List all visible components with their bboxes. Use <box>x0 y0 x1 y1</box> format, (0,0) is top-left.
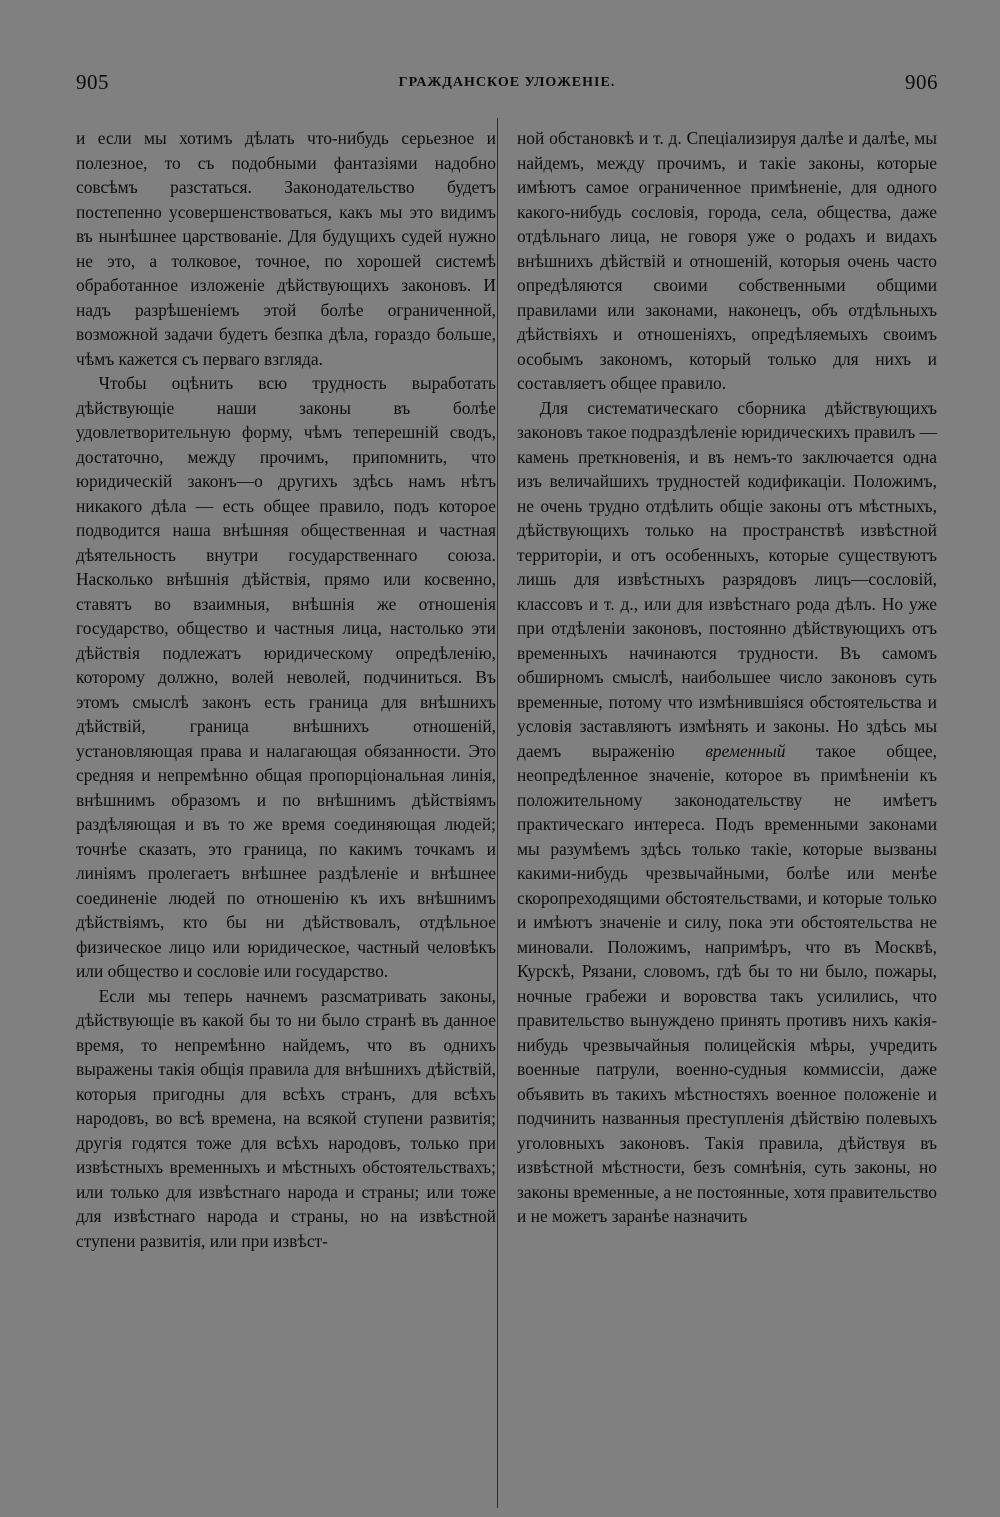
right-page-number: 906 <box>905 70 938 94</box>
column-divider <box>497 118 498 1508</box>
paragraph: и если мы хотимъ дѣлать что-нибудь серьезное и полезное, то съ подобными фантазіями надобно совсѣмъ разстаться. Законодательство будетъ постепенно усовершенствоваться, какъ мы это видимъ въ нынѣшнее царствованіе. Для будущихъ судей нужно не это, а толковое, точное, по хорошей системѣ обработанное изложеніе дѣйствующихъ законовъ. И надъ разрѣшеніемъ этой болѣе ограниченной, возможной задачи будетъ безпка дѣла, гораздо больше, чѣмъ кажется съ перваго взгляда. <box>76 128 496 369</box>
right-column <box>517 126 937 1229</box>
running-header <box>76 70 938 100</box>
left-column <box>76 126 496 1253</box>
paragraph <box>517 396 937 1229</box>
emphasized-term: временный <box>705 740 786 761</box>
paragraph-text: Для систематическаго сборника дѣйствующихъ законовъ такое подраздѣленіе юридическихъ правилъ — камень преткновенія, и въ немъ-то заключается одна изъ величайшихъ трудностей кодификаціи. Положимъ, не очень трудно отдѣлить общіе законы отъ мѣстныхъ, дѣйствующихъ только на пространствѣ извѣстной территоріи, и отъ особенныхъ, которые существуютъ лишь для извѣстныхъ разрядовъ лицъ—сословій, классовъ и т. д., или для извѣстнаго рода дѣлъ. Но уже при отдѣленіи законовъ, постоянно дѣйствующихъ отъ временныхъ начинаются трудности. Въ самомъ обширномъ смыслѣ, наибольшее число законовъ суть временные, потому что измѣнившіяся обстоятельства и условія заставляютъ измѣнять и законы. Но здѣсь мы даемъ выраженію <box>517 397 937 761</box>
left-page-number: 905 <box>76 70 109 94</box>
paragraph: Чтобы оцѣнить всю трудность выработать дѣйствующіе наши законы въ болѣе удовлетворительную форму, чѣмъ теперешній сводъ, достаточно, между прочимъ, припомнить, что юридическій законъ—о другихъ здѣсь намъ нѣтъ никакого дѣла — есть общее правило, подъ которое подводится наша внѣшняя общественная и частная дѣятельность внутри государственнаго союза. Насколько внѣшнія дѣйствія, прямо или косвенно, ставятъ во взаимныя, внѣшнія же отношенія государство, общество и частныя лица, настолько эти дѣйствія подлежатъ юридическому опредѣленію, которому должно, волей неволей, подчиниться. Въ этомъ смыслѣ законъ есть граница для внѣшнихъ дѣйствій, граница внѣшнихъ отношеній, установляющая права и налагающая обязанности. Это средняя и непремѣнно общая пропорціональная линія, внѣшнимъ образомъ и по внѣшнимъ дѣйствіямъ раздѣляющая и въ то же время соединяющая людей; точнѣе сказать, это граница, по какимъ точкамъ и линіямъ пролегаетъ внѣшнее раздѣленіе и внѣшнее соединеніе людей по отношенію къ ихъ внѣшнимъ дѣйствіямъ, кто бы ни дѣйствовалъ, отдѣльное физическое лицо или юридическое, частный человѣкъ или общество и сословіе или государство. <box>76 373 496 981</box>
running-title: ГРАЖДАНСКОЕ УЛОЖЕНІЕ. <box>398 75 616 90</box>
paragraph: ной обстановкѣ и т. д. Спеціализируя далѣе и далѣе, мы найдемъ, между прочимъ, и такіе законы, которые имѣютъ самое ограниченное примѣненіе, для одного какого-нибудь сословія, города, села, общества, даже отдѣльнаго лица, не говоря уже о родахъ и видахъ внѣшнихъ дѣйствій и отношеній, которыя очень часто опредѣляются своими собственными общими правилами или законами, наконецъ, объ отдѣльныхъ дѣйствіяхъ и отношеніяхъ, опредѣляемыхъ своимъ особымъ закономъ, который только для нихъ и составляетъ общее правило. <box>517 128 937 393</box>
paragraph: Если мы теперь начнемъ разсматривать законы, дѣйствующіе въ какой бы то ни было странѣ въ данное время, то непремѣнно найдемъ, что въ однихъ выражены такія общія правила для внѣшнихъ дѣйствій, которыя пригодны для всѣхъ странъ, для всѣхъ народовъ, во всѣ времена, на всякой ступени развитія; другія годятся тоже для всѣхъ народовъ, только при извѣстныхъ временныхъ и мѣстныхъ обстоятельствахъ; или только для извѣстнаго народа и страны; или тоже для извѣстнаго народа и страны, но на извѣстной ступени развитія, или при извѣст- <box>76 985 496 1251</box>
paragraph-text: такое общее, неопредѣленное значеніе, которое въ примѣненіи къ положительному законодательству не имѣетъ практическаго интереса. Подъ временными законами мы разумѣемъ здѣсь только такіе, которые вызваны какими-нибудь чрезвычайными, болѣе или менѣе скоропреходящими обстоятельствами, и которые только и имѣютъ значеніе и силу, пока эти обстоятельства не миновали. Положимъ, напримѣръ, что въ Москвѣ, Курскѣ, Рязани, словомъ, гдѣ бы то ни было, пожары, ночные грабежи и воровства такъ усилились, что правительство вынуждено принять противъ нихъ какія-нибудь чрезвычайныя полицейскія мѣры, учредить военные патрули, военно-судныя коммиссіи, даже объявить въ такихъ мѣстностяхъ военное положеніе и подчинить названныя преступленія дѣйствію полевыхъ уголовныхъ законовъ. Такія правила, дѣйствуя въ извѣстной мѣстности, безъ сомнѣнія, суть законы, но законы временные, а не постоянные, хотя правительство и не можетъ заранѣе назначить <box>517 740 937 1226</box>
